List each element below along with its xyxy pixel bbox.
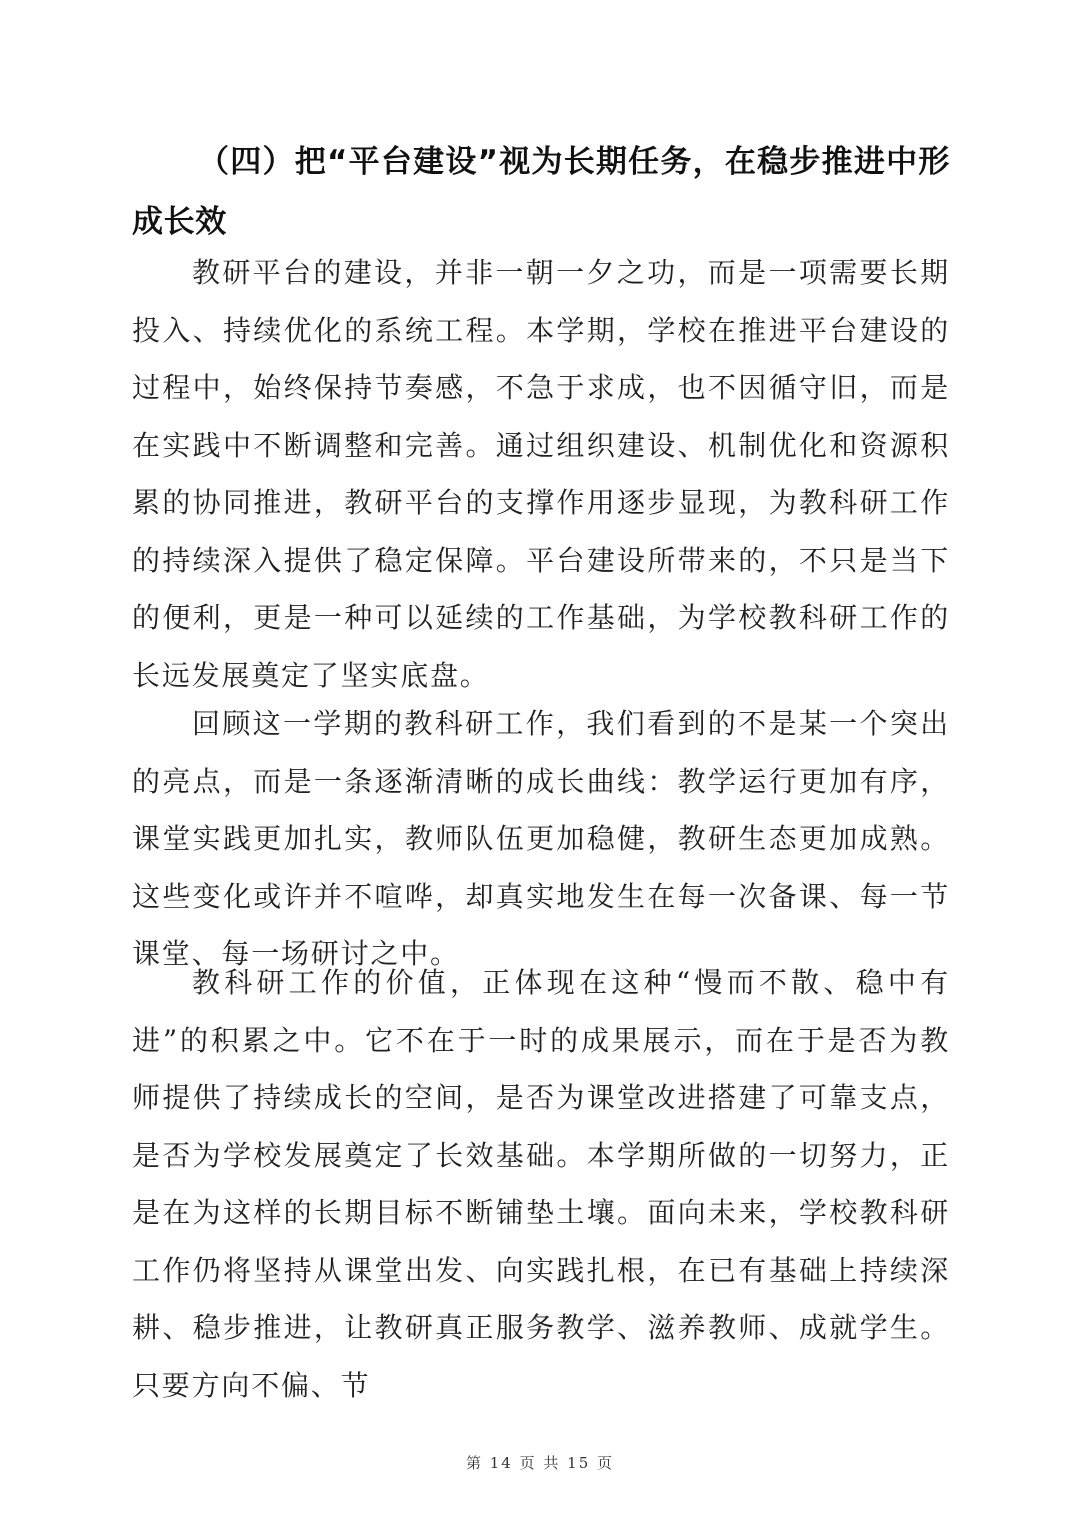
footer-total-pages: 15: [567, 1454, 591, 1472]
footer-prefix: 第: [465, 1454, 483, 1472]
page-footer: [0, 1452, 1080, 1473]
footer-suffix: 页: [597, 1454, 615, 1472]
paragraph-2: 回顾这一学期的教科研工作，我们看到的不是某一个突出的亮点，而是一条逐渐清晰的成长曲线：教学运行更加有序，课堂实践更加扎实，教师队伍更加稳健，教研生态更加成熟。这些变化或许并不喧哗，却真实地发生在每一次备课、每一节课堂、每一场研讨之中。: [132, 707, 950, 970]
footer-middle: 页 共: [519, 1454, 561, 1472]
paragraph-3: 教科研工作的价值，正体现在这种“慢而不散、稳中有进”的积累之中。它不在于一时的成果展示，而在于是否为教师提供了持续成长的空间，是否为课堂改进搭建了可靠支点，是否为学校发展奠定了长效基础。本学期所做的一切努力，正是在为这样的长期目标不断铺垫土壤。面向未来，学校教科研工作仍将坚持从课堂出发、向实践扎根，在已有基础上持续深耕、稳步推进，让教研真正服务教学、滋养教师、成就学生。只要方向不偏、节: [132, 966, 950, 1402]
section-heading: （四）把“平台建设”视为长期任务，在稳步推进中形成长效: [132, 144, 950, 240]
footer-current-page: 14: [489, 1454, 513, 1472]
paragraph-1: 教研平台的建设，并非一朝一夕之功，而是一项需要长期投入、持续优化的系统工程。本学期，学校在推进平台建设的过程中，始终保持节奏感，不急于求成，也不因循守旧，而是在实践中不断调整和完善。通过组织建设、机制优化和资源积累的协同推进，教研平台的支撑作用逐步显现，为教科研工作的持续深入提供了稳定保障。平台建设所带来的，不只是当下的便利，更是一种可以延续的工作基础，为学校教科研工作的长远发展奠定了坚实底盘。: [132, 256, 950, 692]
